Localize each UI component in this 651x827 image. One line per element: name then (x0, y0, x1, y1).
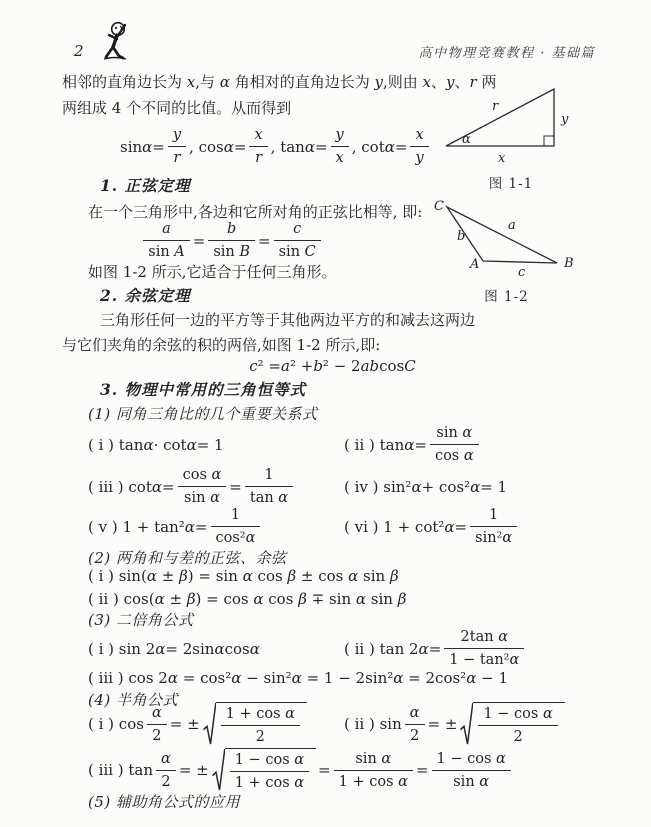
figure-1-2-caption: 图 1-2 (484, 289, 529, 305)
fig2-side-a-label: a (508, 218, 516, 233)
formula-sec1-iii: ( ⅲ ) cot α = $\frac{\text{cos α}}{\text{sin α}}$ = $\frac{1}{\text{tan α}}$ (88, 466, 344, 507)
fig1-horizontal-side-label: x (498, 151, 506, 166)
formula-sec3-iii: ( ⅲ ) cos 2α = cos²α − sin²α = 1 − 2sin²α = 2cos²α − 1 (88, 669, 508, 687)
heading-sine-rule: 1. 正弦定理 (100, 176, 191, 195)
half-angle-row (62, 702, 603, 746)
formula-sec1-vi: ( ⅵ ) 1 + cot² α = $\frac{1}{\text{sin²α}}$ (344, 506, 603, 547)
sine-rule-note: 如图 1-2 所示,它适合于任何三角形。 (88, 263, 337, 281)
figure-1-1-caption: 图 1-1 (488, 176, 534, 192)
identity-row-1 (62, 424, 603, 465)
formula-sec4-iii: ( ⅲ ) tan $\frac{\alpha}{2}$ = ± $\frac{\text{1 − cos α}}{\text{1 + cos α}}$ = $\frac{\text{sin α}}{\text{1 + cos α}}$ = $\frac{\text{1 − cos α}}{\text{sin α}}$ (62, 748, 603, 792)
intro-line-1: 相邻的直角边长为 x,与 α 角相对的直角边长为 y,则由 x、y、r 两 (62, 73, 497, 91)
mascot-logo-icon (102, 20, 132, 66)
formula-sec4-i: ( ⅰ ) cos $\frac{\alpha}{2}$ = ± $\frac{\text{1 + cos α}}{2}$ (88, 702, 344, 746)
fig2-side-c-label: c (518, 265, 526, 279)
formula-sec2-i: ( ⅰ ) sin(α ± β) = sin α cos β ± cos α sin β (88, 567, 399, 585)
sec4-title: (4) 半角公式 (88, 691, 179, 709)
figure-1-2-drawing (424, 197, 589, 279)
intro-line-2: 两组成 4 个不同的比值。从而得到 (62, 99, 292, 117)
sec2-title: (2) 两角和与差的正弦、余弦 (88, 549, 287, 567)
formula-sec1-v: ( ⅴ ) 1 + tan² α = $\frac{1}{\text{cos²α}}$ (88, 506, 344, 547)
cosine-rule-formula: c ² = a ² + b ² − 2 ab cos C (249, 357, 416, 375)
sec5-title: (5) 辅助角公式的应用 (88, 793, 241, 811)
formula-sec1-i: ( ⅰ ) tan α · cot α = 1 (88, 435, 224, 454)
sec3-title: (3) 二倍角公式 (88, 611, 194, 629)
heading-cosine-rule: 2. 余弦定理 (100, 286, 191, 305)
formula-sec2-ii: ( ⅱ ) cos(α ± β) = cos α cos β ∓ sin α sin β (88, 590, 407, 608)
identity-row-2 (62, 466, 603, 507)
sec1-title: (1) 同角三角比的几个重要关系式 (88, 405, 318, 423)
fig2-vertex-b-label: B (564, 256, 574, 271)
formula-sec3-i: ( ⅰ ) sin 2 α = 2sin α cos α (88, 639, 260, 658)
fig2-vertex-c-label: C (434, 199, 444, 214)
cosine-rule-body-1: 三角形任何一边的平方等于其他两边平方的和减去这两边 (100, 311, 476, 329)
figure-1-1-drawing (440, 82, 582, 166)
fig1-hypotenuse-label: r (492, 99, 499, 114)
formula-sec1-ii: ( ⅱ ) tan α = $\frac{\text{sin α}}{\text{cos α}}$ (344, 424, 603, 465)
page-number: 2 (74, 42, 84, 60)
formula-sec1-iv: ( ⅳ ) sin² α + cos² α = 1 (344, 477, 508, 496)
fig1-vertical-side-label: y (561, 112, 569, 127)
sine-rule-formula: $\frac{a}{\text{sin A}}$ = $\frac{b}{\text{sin B}}$ = $\frac{c}{\text{sin C}}$ (62, 220, 402, 261)
cosine-rule-body-2: 与它们夹角的余弦的积的两倍,如图 1-2 所示,即: (62, 336, 381, 354)
double-angle-row (62, 628, 603, 669)
ratio-definitions-formula: sin α = $\frac{y}{r}$ , cos α = $\frac{x}{r}$ , tan α = $\frac{y}{x}$ , cot α = $\frac{x}{y}$ (62, 126, 603, 167)
sine-rule-body: 在一个三角形中,各边和它所对角的正弦比相等, 即: (88, 203, 423, 221)
identity-row-3 (62, 506, 603, 547)
fig1-angle-label: α (462, 132, 471, 147)
fig2-side-b-label: b (457, 229, 466, 244)
heading-identities: 3. 物理中常用的三角恒等式 (100, 380, 307, 399)
formula-sec4-ii: ( ⅱ ) sin $\frac{\alpha}{2}$ = ± $\frac{\text{1 − cos α}}{2}$ (344, 702, 603, 746)
running-header-title: 高中物理竞赛教程 · 基础篇 (418, 46, 595, 61)
formula-sec3-ii: ( ⅱ ) tan 2 α = $\frac{\text{2tan α}}{\text{1 − tan²α}}$ (344, 628, 603, 669)
fig2-vertex-a-label: A (470, 257, 480, 272)
